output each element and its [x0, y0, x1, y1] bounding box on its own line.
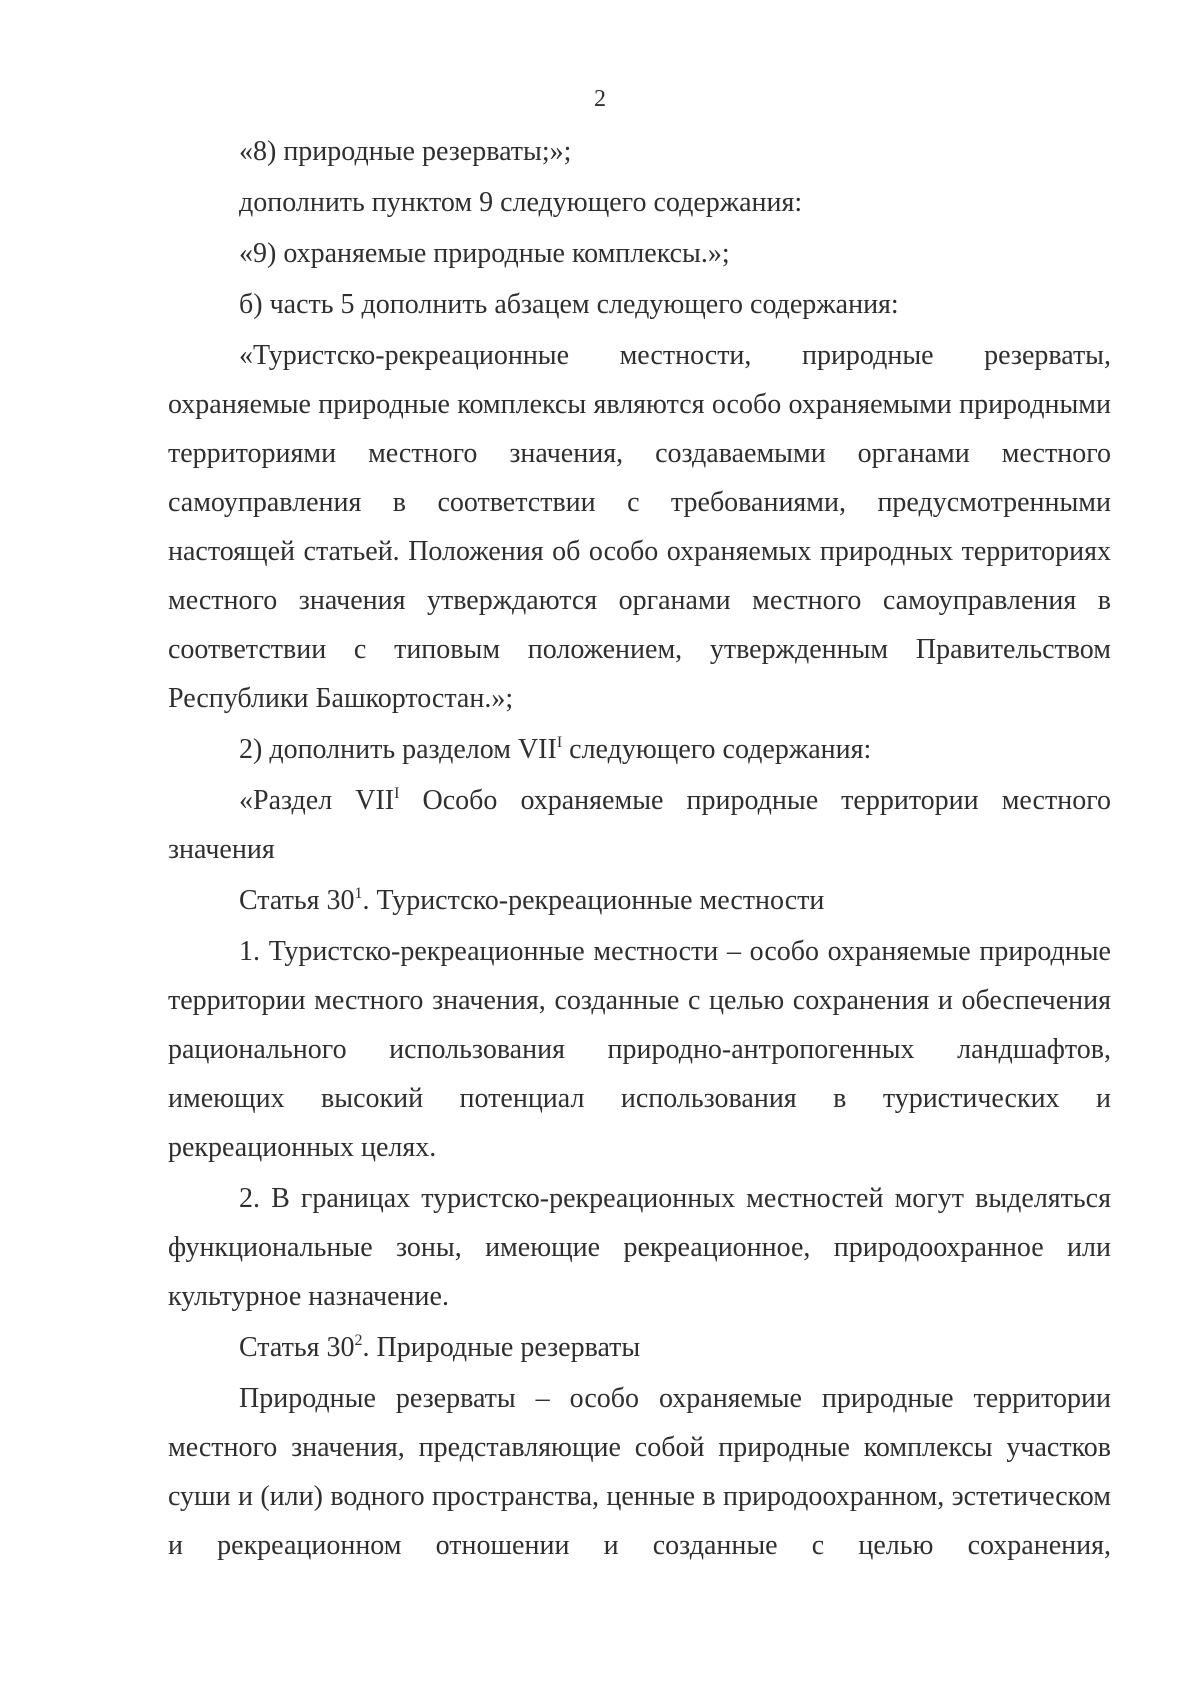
- page-number: 2: [594, 86, 606, 112]
- paragraph-add-section: 2) дополнить разделом $VII^I$ следующего содержания:: [239, 734, 872, 765]
- paragraph-item-8: «8) природные резерваты;»;: [239, 136, 572, 167]
- article-30-1-heading: Статья $30^1$. Туристско-рекреационные местности: [239, 885, 825, 916]
- article-30-1-paragraph-1: 1. Туристско-рекреационные местности – особо охраняемые природные территории местного значения, созданные с целью сохранения и обеспечения рационального использования природно-антропогенных ландшафтов, имеющих высокий потенциал использования в туристических и рекреационных целях.: [168, 936, 1111, 1163]
- paragraph-item-9: «9) охраняемые природные комплексы.»;: [239, 238, 730, 269]
- document-body: [168, 127, 1111, 1570]
- paragraph-part-5-text: «Туристско-рекреационные местности, природные резерваты, охраняемые природные комплексы являются особо охраняемыми природными территориями местного значения, создаваемыми органами местного самоуправления в соответствии с требованиями, предусмотренными настоящей статьей. Положения об особо охраняемых природных территориях местного значения утверждаются органами местного самоуправления в соответствии с типовым положением, утвержденным Правительством Республики Башкортостан.»;: [168, 340, 1111, 714]
- section-heading: «Раздел $VII^I$ Особо охраняемые природные территории местного значения: [168, 785, 1111, 865]
- paragraph-add-item-9: дополнить пунктом 9 следующего содержания:: [239, 187, 803, 218]
- article-30-2-heading: Статья $30^2$. Природные резерваты: [239, 1332, 641, 1363]
- article-30-2-paragraph-1: Природные резерваты – особо охраняемые природные территории местного значения, представляющие собой природные комплексы участков суши и (или) водного пространства, ценные в природоохранном, эстетическом и рекреационном отношении и созданные с целью сохранения,: [168, 1383, 1111, 1561]
- paragraph-part-5: б) часть 5 дополнить абзацем следующего содержания:: [239, 289, 899, 320]
- article-30-1-paragraph-2: 2. В границах туристско-рекреационных местностей могут выделяться функциональные зоны, имеющие рекреационное, природоохранное или культурное назначение.: [168, 1183, 1111, 1312]
